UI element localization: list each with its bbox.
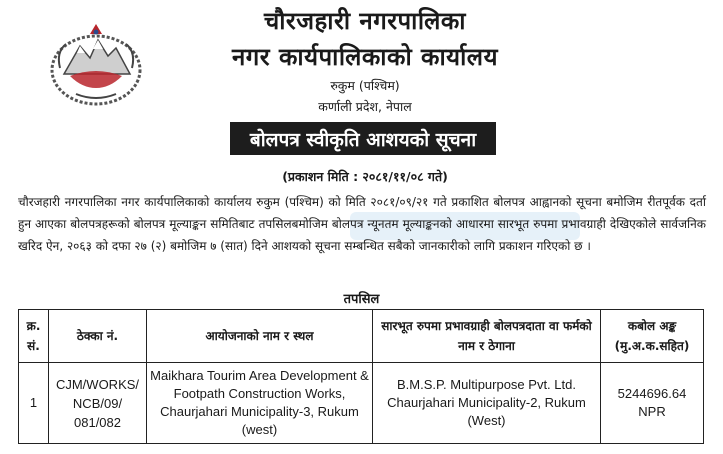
- table-header-row: [19, 310, 704, 363]
- bid-table: [18, 309, 704, 444]
- province-name: कर्णाली प्रदेश, नेपाल: [318, 99, 412, 114]
- government-emblem: [50, 22, 142, 108]
- office-name: नगर कार्यपालिकाको कार्यालय: [231, 43, 499, 71]
- col-header-bidder: सारभूत रुपमा प्रभावग्राही बोलपत्रदाता वा फर्मको नाम र ठेगाना: [373, 310, 601, 363]
- cell-amount: 5244696.64 NPR: [601, 363, 704, 444]
- table-row: [19, 363, 704, 444]
- publication-date: (प्रकाशन मिति : २०८१/११/०८ गते): [282, 169, 448, 184]
- cell-sn: 1: [19, 363, 49, 444]
- notice-title: बोलपत्र स्वीकृति आशयको सूचना: [230, 122, 496, 155]
- col-header-sn: क्र. सं.: [19, 310, 49, 363]
- district-name: रुकुम (पश्चिम): [330, 78, 400, 93]
- col-header-project: आयोजनाको नाम र स्थल: [147, 310, 373, 363]
- tapsil-heading: तपसिल: [343, 292, 380, 307]
- cell-bidder: B.M.S.P. Multipurpose Pvt. Ltd. Chaurjahari Municipality-2, Rukum (West): [373, 363, 601, 444]
- col-header-amount: कबोल अङ्क (मु.अ.क.सहित): [601, 310, 704, 363]
- notice-body: चौरजहारी नगरपालिका नगर कार्यपालिकाको कार्यालय रुकुम (पश्चिम) को मिति २०८१/०९/२१ गते प्रकाशित बोलपत्र आह्वानको सूचना बमोजिम रीतपूर्वक दर्ता हुन आएका बोलपत्रहरूको बोलपत्र मूल्याङ्कन समितिबाट तपसिलबमोजिम बोलपत्र न्यूनतम मूल्याङ्कनको आधारमा सारभूत रुपमा प्रभावग्राही देखिएकोले सार्वजनिक खरिद ऐन, २०६३ को दफा २७ (२) बमोजिम ७ (सात) दिने आशयको सूचना सम्बन्धित सबैको जानकारीको लागि प्रकाशन गरिएको छ ।: [18, 195, 706, 253]
- municipality-name: चौरजहारी नगरपालिका: [263, 7, 467, 35]
- cell-project: Maikhara Tourim Area Development & Footpath Construction Works, Chaurjahari Municipality-3, Rukum (west): [147, 363, 373, 444]
- col-header-contract-no: ठेक्का नं.: [49, 310, 147, 363]
- cell-contract-no: CJM/WORKS/ NCB/09/ 081/082: [49, 363, 147, 444]
